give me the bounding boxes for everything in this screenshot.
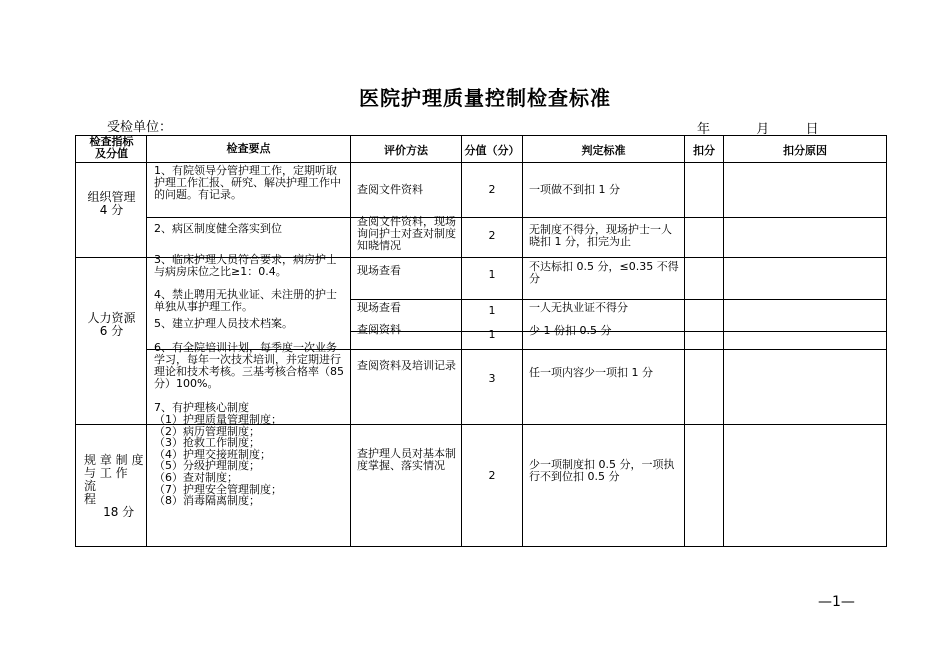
list-item: （2）病历管理制度；	[154, 424, 260, 438]
row5-standard: 少 1 份扣 0.5 分	[529, 324, 612, 337]
column-divider	[461, 136, 462, 546]
row1-method: 查阅文件资料	[357, 183, 423, 196]
list-item: （5）分级护理制度；	[154, 459, 260, 473]
row2-point: 2、病区制度健全落实到位	[154, 222, 282, 235]
section-rules: 规 章 制 度 与 工 作 流 程 18 分	[84, 453, 144, 519]
row1-standard: 一项做不到扣 1 分	[529, 183, 620, 196]
inspection-table	[75, 135, 887, 547]
header-divider	[76, 162, 886, 163]
row1-score: 2	[488, 183, 496, 196]
row4-point: 4、禁止聘用无执业证、未注册的护士单独从事护理工作。	[154, 288, 337, 313]
row6-standard: 任一项内容少一项扣 1 分	[529, 366, 653, 379]
row6-method: 查阅资料及培训记录	[357, 359, 456, 372]
row4-method: 现场查看	[357, 301, 401, 314]
header-points: 检查要点	[226, 142, 271, 155]
header-score: 分值（分）	[464, 144, 520, 157]
row6-score: 3	[488, 372, 496, 385]
row3-score: 1	[488, 268, 496, 281]
list-item: （7）护理安全管理制度；	[154, 482, 282, 496]
day-label: 日	[805, 122, 819, 137]
core-system-list	[154, 414, 344, 507]
row5-method: 查阅资料	[357, 323, 401, 336]
row7-point-head: 7、有护理核心制度	[154, 401, 249, 414]
list-item: （6）查对制度；	[154, 470, 238, 484]
row4-standard: 一人无执业证不得分	[529, 301, 628, 314]
month-label: 月	[756, 122, 770, 137]
row-divider	[146, 217, 886, 218]
column-divider	[146, 136, 147, 546]
row2-standard: 无制度不得分，现场护士一人晓扣 1 分，扣完为止	[529, 223, 672, 248]
list-item: （1）护理质量管理制度；	[154, 413, 282, 426]
row3-method: 现场查看	[357, 264, 401, 277]
section-org: 组织管理 4 分	[87, 190, 136, 217]
row7-score: 2	[488, 469, 496, 482]
column-divider	[522, 136, 523, 546]
row7-method: 查护理人员对基本制度掌握、落实情况	[357, 447, 456, 472]
row-divider	[350, 299, 886, 300]
row2-method: 查阅文件资料，现场询问护士对查对制度知晓情况	[357, 215, 456, 252]
list-item: （3）抢救工作制度；	[154, 436, 260, 450]
row5-score: 1	[488, 328, 496, 341]
header-method: 评价方法	[384, 144, 428, 157]
section-hr: 人力资源 6 分	[87, 311, 136, 338]
list-item: （4）护理交接班制度；	[154, 447, 271, 461]
page-number: —1—	[818, 594, 855, 610]
row3-point: 3、临床护理人员符合要求，病房护士与病房床位之比≥1：0.4。	[154, 253, 337, 278]
row4-score: 1	[488, 304, 496, 317]
row7-standard: 少一项制度扣 0.5 分，一项执行不到位扣 0.5 分	[529, 458, 675, 483]
header-deduct: 扣分	[693, 144, 715, 157]
row2-score: 2	[488, 229, 496, 242]
row6-point: 6、有全院培训计划，每季度一次业务学习，每年一次技术培训，并定期进行理论和技术考核。三基考核合格率（85 分）100%。	[154, 341, 344, 390]
list-item: （8）消毒隔离制度；	[154, 494, 260, 508]
row5-point: 5、建立护理人员技术档案。	[154, 317, 293, 330]
row3-standard: 不达标扣 0.5 分，≤0.35 不得分	[529, 260, 679, 285]
header-indicator: 检查指标 及分值	[89, 135, 134, 160]
header-reason: 扣分原因	[783, 144, 827, 157]
row1-point: 1、有院领导分管护理工作，定期听取护理工作汇报、研究、解决护理工作中的问题。有记录。	[154, 164, 341, 201]
column-divider	[350, 136, 351, 546]
inspected-unit-label: 受检单位：	[107, 120, 173, 135]
column-divider	[723, 136, 724, 546]
document-title: 医院护理质量控制检查标准	[359, 86, 611, 110]
column-divider	[684, 136, 685, 546]
header-standard: 判定标准	[581, 144, 626, 157]
year-label: 年	[697, 122, 711, 137]
